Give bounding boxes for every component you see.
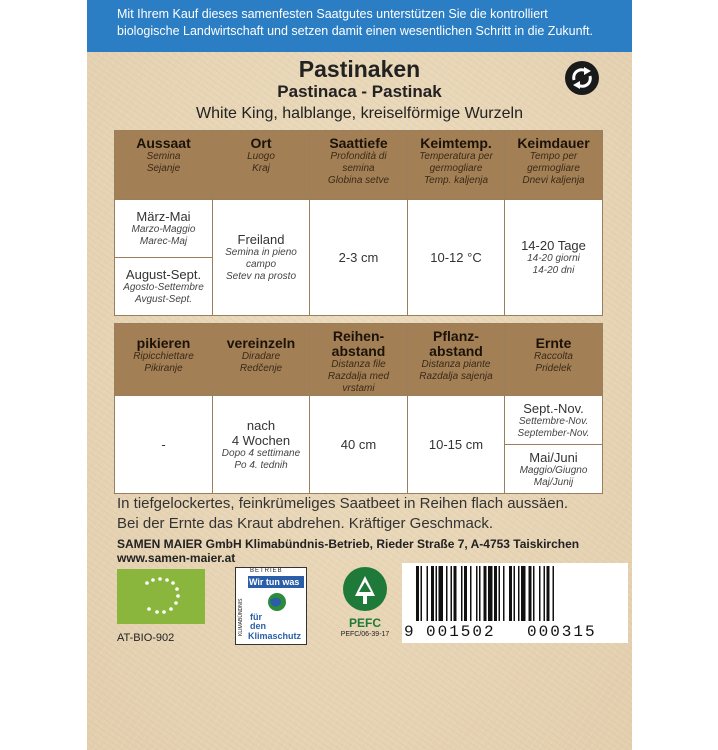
eu-organic-leaf-icon bbox=[117, 569, 205, 624]
eu-organic-code: AT-BIO-902 bbox=[117, 632, 175, 644]
cell-pflanzabstand: 10-15 cm bbox=[408, 396, 505, 494]
header-keimtemp: Keimtemp. Temperatura per germogliare Temp. kaljenja bbox=[408, 131, 505, 200]
cell-ernte-summer: Mai/Juni Maggio/Giugno Maj/Junij bbox=[505, 445, 603, 494]
barcode-digits-right: 000315 bbox=[527, 623, 597, 641]
klima-top-label: BETRIEB bbox=[250, 568, 283, 574]
klima-side-label: KLIMABÜNDNIS bbox=[238, 598, 244, 636]
barcode-bars bbox=[402, 566, 628, 628]
company-info bbox=[117, 537, 627, 565]
company-address: SAMEN MAIER GmbH Klimabündnis-Betrieb, Rieder Straße 7, A-4753 Taiskirchen bbox=[117, 537, 580, 551]
header-pikieren: pikieren Ripicchiettare Pikiranje bbox=[115, 324, 213, 396]
pefc-tree-icon bbox=[341, 566, 389, 612]
klima-line-3: den bbox=[250, 621, 267, 631]
cell-aussaat-autumn: August-Sept. Agosto-Settembre Avgust-Sept. bbox=[115, 258, 213, 316]
seed-packet-back bbox=[87, 0, 632, 750]
cell-ernte-autumn: Sept.-Nov. Settembre-Nov. September-Nov. bbox=[505, 396, 603, 445]
klima-line-1: Wir tun was bbox=[249, 577, 300, 587]
header-vereinzeln: vereinzeln Diradare Redčenje bbox=[213, 324, 310, 396]
barcode-digit-first: 9 bbox=[404, 623, 414, 641]
header-pflanzabstand: Pflanz- abstand Distanza piante Razdalja sajenja bbox=[408, 324, 505, 396]
cell-pikieren: - bbox=[115, 396, 213, 494]
cell-aussaat-spring: März-Mai Marzo-Maggio Marec-Maj bbox=[115, 200, 213, 258]
pefc-name: PEFC bbox=[348, 616, 381, 630]
cell-keimtemp: 10-12 °C bbox=[408, 200, 505, 316]
product-title: Pastinaken bbox=[298, 56, 421, 82]
banner-line-1: Mit Ihrem Kauf dieses samenfesten Saatgutes unterstützen Sie die kontrolliert bbox=[117, 7, 548, 21]
cell-vereinzeln: nach 4 Wochen Dopo 4 settimane Po 4. tednih bbox=[213, 396, 310, 494]
header-aussaat: Aussaat Semina Sejanje bbox=[115, 131, 213, 200]
sowing-description bbox=[117, 494, 607, 534]
klima-line-2: für bbox=[250, 612, 262, 622]
product-variety: White King, halblange, kreiselförmige Wurzeln bbox=[196, 105, 523, 122]
description-line-1: In tiefgelockertes, feinkrümeliges Saatbeet in Reihen flach aussäen. bbox=[117, 495, 569, 512]
globe-icon bbox=[266, 592, 288, 612]
cell-ort: Freiland Semina in pieno campo Setev na prosto bbox=[213, 200, 310, 316]
ean-barcode bbox=[402, 563, 628, 643]
klimabuendnis-logo bbox=[235, 567, 307, 645]
product-latin-name: Pastinaca - Pastinak bbox=[277, 82, 442, 101]
cell-saattiefe: 2-3 cm bbox=[310, 200, 408, 316]
header-ort: Ort Luogo Kraj bbox=[213, 131, 310, 200]
description-line-2: Bei der Ernte das Kraut abdrehen. Kräftiger Geschmack. bbox=[117, 515, 494, 532]
header-keimdauer: Keimdauer Tempo per germogliare Dnevi kaljenja bbox=[505, 131, 603, 200]
header-ernte: Ernte Raccolta Pridelek bbox=[505, 324, 603, 396]
header-reihenabstand: Reihen- abstand Distanza file Razdalja med vrstami bbox=[310, 324, 408, 396]
pefc-code: PEFC/06-39-17 bbox=[340, 631, 390, 638]
barcode-digits-left: 001502 bbox=[426, 623, 496, 641]
sowing-table bbox=[114, 130, 603, 316]
klima-line-4: Klimaschutz bbox=[248, 631, 302, 641]
cell-keimdauer: 14-20 Tage 14-20 giorni 14-20 dni bbox=[505, 200, 603, 316]
pefc-logo bbox=[335, 566, 395, 646]
cultivation-table bbox=[114, 323, 603, 494]
info-banner bbox=[87, 0, 632, 52]
banner-line-2: biologische Landwirtschaft und setzen damit einen wesentlichen Schritt in die Zukunft. bbox=[117, 24, 593, 38]
header-saattiefe: Saattiefe Profondità di semina Globina setve bbox=[310, 131, 408, 200]
cell-reihenabstand: 40 cm bbox=[310, 396, 408, 494]
recycling-icon bbox=[564, 60, 600, 96]
company-website: www.samen-maier.at bbox=[117, 551, 236, 565]
